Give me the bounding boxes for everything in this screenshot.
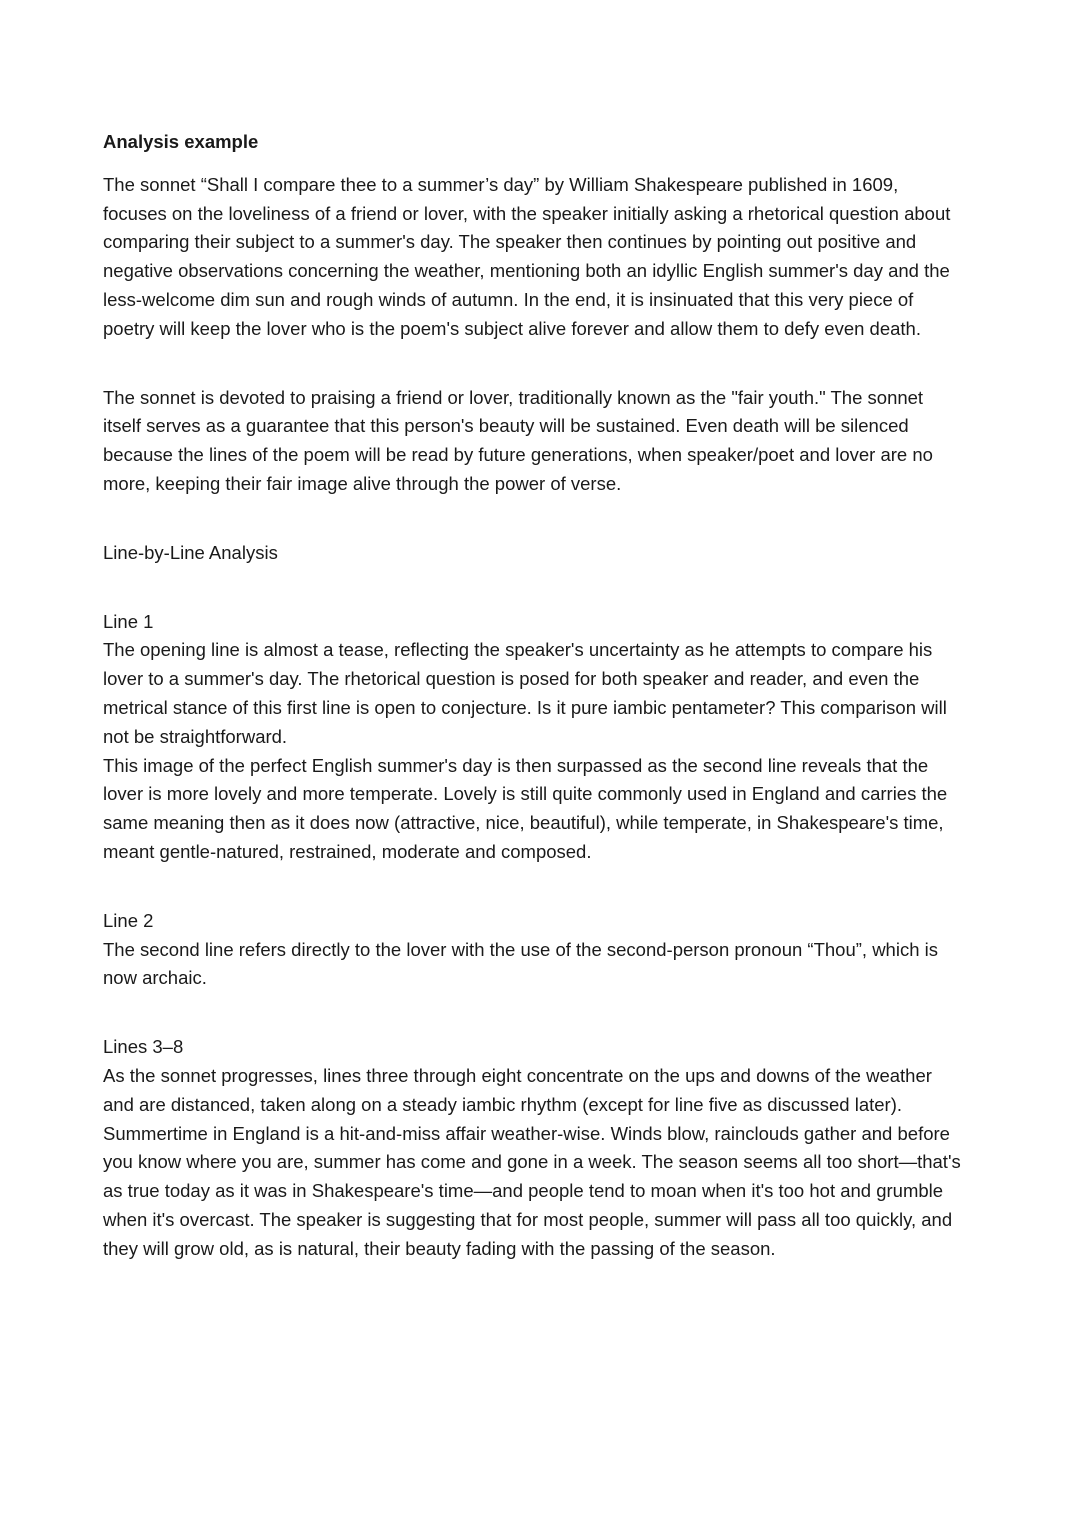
- spacer: [103, 993, 963, 1033]
- lines-3-8-paragraph-1: As the sonnet progresses, lines three through eight concentrate on the ups and downs of the weather and are distanced, taken along on a steady iambic rhythm (except for line five as discussed later).: [103, 1064, 932, 1115]
- line-2-heading: Line 2: [103, 909, 154, 931]
- spacer: [103, 499, 963, 539]
- lines-3-8-section: [103, 1033, 963, 1263]
- line-1-heading: Line 1: [103, 610, 154, 632]
- line-2-section: [103, 907, 963, 993]
- document-title: Analysis example: [103, 131, 259, 152]
- line-2-paragraph-1: The second line refers directly to the lover with the use of the second-person pronoun “Thou”, which is now archaic.: [103, 938, 938, 989]
- line-1-section: [103, 608, 963, 867]
- section-heading: Line-by-Line Analysis: [103, 541, 278, 563]
- spacer: [103, 568, 963, 608]
- spacer: [103, 867, 963, 907]
- document-page: [103, 128, 963, 1264]
- spacer: [103, 344, 963, 384]
- line-1-paragraph-2: This image of the perfect English summer's day is then surpassed as the second line reveals that the lover is more lovely and more temperate. Lovely is still quite commonly used in England and carries the same meaning then as it does now (attractive, nice, beautiful), while temperate, in Shakespeare's time, meant gentle-natured, restrained, moderate and composed.: [103, 754, 948, 862]
- intro-paragraph-1: The sonnet “Shall I compare thee to a summer’s day” by William Shakespeare published in 1609, focuses on the loveliness of a friend or lover, with the speaker initially asking a rhetorical question about comparing their subject to a summer's day. The speaker then continues by pointing out positive and negative observations concerning the weather, mentioning both an idyllic English summer's day and the less-welcome dim sun and rough winds of autumn. In the end, it is insinuated that this very piece of poetry will keep the lover who is the poem's subject alive forever and allow them to defy even death.: [103, 173, 951, 339]
- intro-paragraph-2: The sonnet is devoted to praising a friend or lover, traditionally known as the "fair youth." The sonnet itself serves as a guarantee that this person's beauty will be sustained. Even death will be silenced because the lines of the poem will be read by future generations, when speaker/poet and lover are no more, keeping their fair image alive through the power of verse.: [103, 386, 933, 494]
- line-1-paragraph-1: The opening line is almost a tease, reflecting the speaker's uncertainty as he attempts to compare his lover to a summer's day. The rhetorical question is posed for both speaker and reader, and even the metrical stance of this first line is open to conjecture. Is it pure iambic pentameter? This comparison will not be straightforward.: [103, 639, 947, 747]
- lines-3-8-heading: Lines 3–8: [103, 1036, 184, 1058]
- lines-3-8-paragraph-2: Summertime in England is a hit-and-miss affair weather-wise. Winds blow, rainclouds gather and before you know where you are, summer has come and gone in a week. The season seems all too short—that's as true today as it was in Shakespeare's time—and people tend to moan when it's too hot and grumble when it's overcast. The speaker is suggesting that for most people, summer will pass all too quickly, and they will grow old, as is natural, their beauty fading with the passing of the season.: [103, 1122, 961, 1259]
